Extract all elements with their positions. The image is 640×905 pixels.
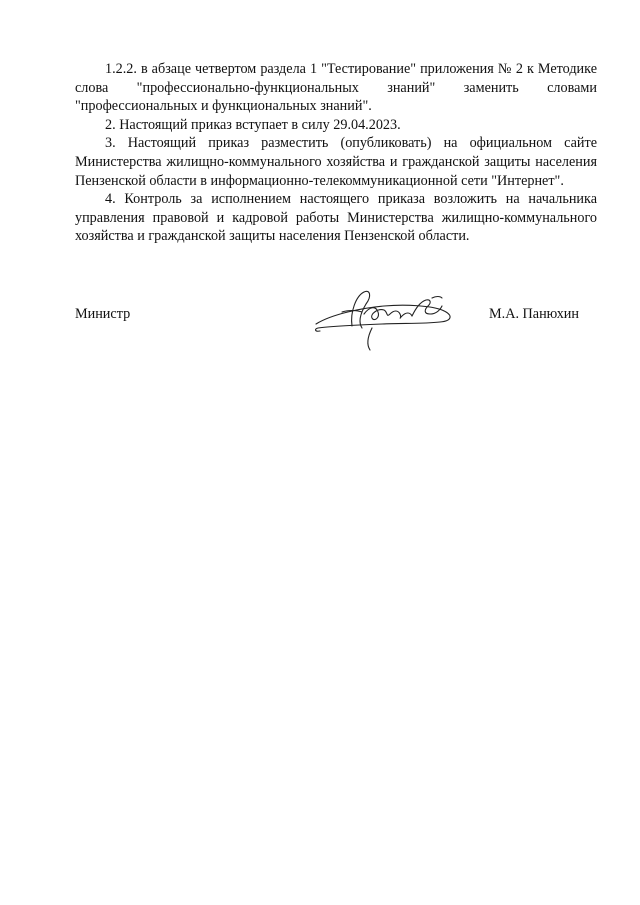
paragraph-4: 4. Контроль за исполнением настоящего приказа возложить на начальника управления правовой и кадровой работы Министерства жилищно-коммунального хозяйства и гражданской защиты населения Пензенской области.: [75, 191, 597, 245]
signatory-name: М.А. Панюхин: [489, 306, 579, 322]
signatory-title: Министр: [75, 306, 131, 322]
signature-block: [75, 304, 597, 354]
handwritten-signature: [312, 284, 462, 354]
paragraph-3: 3. Настоящий приказ разместить (опубликовать) на официальном сайте Министерства жилищно-коммунального хозяйства и гражданской защиты населения Пензенской области в информационно-телекоммуникационной сети "Интернет".: [75, 135, 597, 189]
paragraph-2: 2. Настоящий приказ вступает в силу 29.04.2023.: [105, 116, 401, 133]
document-body: [75, 60, 597, 246]
paragraph-1-2-2: 1.2.2. в абзаце четвертом раздела 1 "Тестирование" приложения № 2 к Методике слова "профессионально-функциональных знаний" заменить словами "профессиональных и функциональных знаний".: [75, 61, 597, 115]
